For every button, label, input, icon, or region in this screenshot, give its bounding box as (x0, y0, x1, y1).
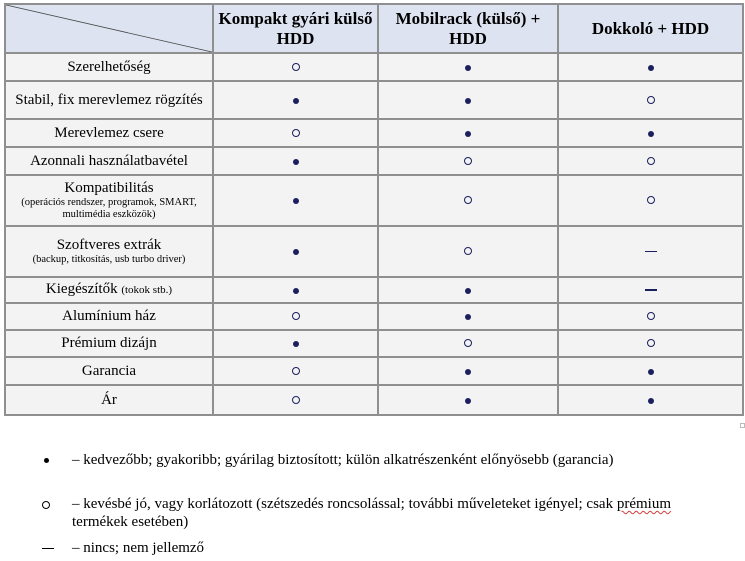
feature-name: Garancia (81, 362, 137, 379)
filled-circle-icon (465, 65, 471, 71)
rating-cell (558, 303, 743, 330)
rating-cell (378, 303, 558, 330)
rating-cell (378, 226, 558, 277)
row-label (5, 303, 213, 330)
row-label (5, 330, 213, 357)
filled-circle-icon (465, 131, 471, 137)
comparison-table (4, 3, 744, 416)
hollow-circle-icon (647, 312, 655, 320)
legend-text-filled: – kedvezőbb; gyakoribb; gyárilag biztosított; külön alkatrészenként előnyösebb (garancia) (72, 452, 614, 468)
rating-cell (558, 330, 743, 357)
hollow-circle-icon (292, 396, 300, 404)
filled-circle-icon (293, 159, 299, 165)
table-row (5, 53, 743, 81)
hollow-circle-icon (647, 196, 655, 204)
rating-cell (378, 119, 558, 147)
rating-cell (378, 385, 558, 415)
rating-cell (558, 119, 743, 147)
column-header-compact: Kompakt gyári külső HDD (213, 4, 378, 53)
rating-cell (213, 81, 378, 119)
filled-circle-icon (465, 314, 471, 320)
hollow-circle-icon (292, 312, 300, 320)
legend-text-hollow-squiggly: prémium (616, 496, 671, 512)
feature-note: (tokok stb.) (121, 284, 173, 296)
feature-name: Stabil, fix merevlemez rögzítés (15, 91, 203, 108)
feature-name: Alumínium ház (62, 308, 156, 324)
filled-circle-icon (465, 398, 471, 404)
rating-cell (558, 277, 743, 303)
rating-cell (378, 175, 558, 226)
feature-note: (operációs rendszer, programok, SMART, multimédia eszközök) (21, 197, 197, 220)
dash-icon (645, 251, 657, 253)
table-row (5, 119, 743, 147)
rating-cell (558, 147, 743, 175)
feature-name: Kiegészítők (45, 281, 118, 297)
table-row (5, 330, 743, 357)
rating-cell (558, 385, 743, 415)
filled-circle-icon (465, 98, 471, 104)
dash-icon (645, 289, 657, 291)
hollow-circle-icon (292, 367, 300, 375)
filled-circle-icon (465, 288, 471, 294)
row-label (5, 147, 213, 175)
row-label (5, 226, 213, 277)
hollow-circle-icon (292, 63, 300, 71)
feature-name: Prémium dizájn (61, 335, 157, 351)
rating-cell (558, 357, 743, 385)
row-label (5, 119, 213, 147)
rating-cell (213, 119, 378, 147)
rating-cell (213, 147, 378, 175)
feature-name: Merevlemez csere (54, 124, 164, 141)
filled-circle-icon (293, 98, 299, 104)
hollow-circle-icon (292, 129, 300, 137)
rating-cell (558, 175, 743, 226)
column-header-mobilrack: Mobilrack (külső) + HDD (378, 4, 558, 53)
filled-circle-icon (648, 398, 654, 404)
feature-name: Ár (101, 391, 117, 408)
table-row (5, 385, 743, 415)
hollow-circle-icon (464, 157, 472, 165)
row-label (5, 385, 213, 415)
row-label (5, 81, 213, 119)
row-label (5, 357, 213, 385)
table-row (5, 303, 743, 330)
rating-cell (558, 81, 743, 119)
hollow-circle-icon (647, 157, 655, 165)
hollow-circle-icon (464, 196, 472, 204)
resize-handle (740, 423, 745, 428)
filled-circle-icon (648, 65, 654, 71)
row-label (5, 175, 213, 226)
header-row (5, 4, 743, 53)
feature-name: Szerelhetőség (67, 58, 151, 75)
feature-name: Azonnali használatbavétel (30, 152, 188, 169)
rating-cell (558, 226, 743, 277)
rating-cell (213, 385, 378, 415)
row-label (5, 277, 213, 303)
rating-cell (378, 330, 558, 357)
table-row (5, 81, 743, 119)
rating-cell (378, 81, 558, 119)
filled-circle-icon (648, 131, 654, 137)
filled-circle-icon (293, 341, 299, 347)
corner-cell (5, 4, 213, 53)
rating-cell (378, 53, 558, 81)
hollow-circle-icon (40, 495, 70, 513)
hollow-circle-icon (647, 339, 655, 347)
legend-text-hollow-part2: termékek esetében) (72, 514, 189, 530)
rating-cell (558, 53, 743, 81)
column-header-dock: Dokkoló + HDD (558, 4, 743, 53)
hollow-circle-icon (464, 247, 472, 255)
legend-text-hollow-part1: – kevésbé jó, vagy korlátozott (szétszedés roncsolással; további műveleteket igényel; csak (72, 496, 617, 512)
row-label (5, 53, 213, 81)
rating-cell (213, 53, 378, 81)
table-row (5, 277, 743, 303)
feature-name: Szoftveres extrák (56, 237, 162, 253)
filled-circle-icon (293, 198, 299, 204)
rating-cell (213, 357, 378, 385)
table-row (5, 147, 743, 175)
filled-circle-icon (465, 369, 471, 375)
table-row (5, 357, 743, 385)
rating-cell (213, 303, 378, 330)
filled-circle-icon (648, 369, 654, 375)
rating-cell (213, 330, 378, 357)
dash-icon (40, 539, 70, 557)
table-row (5, 175, 743, 226)
rating-cell (378, 277, 558, 303)
legend-text-dash: – nincs; nem jellemző (72, 540, 205, 556)
rating-cell (213, 175, 378, 226)
filled-circle-icon (40, 451, 70, 469)
feature-name: Kompatibilitás (64, 180, 154, 196)
table-row (5, 226, 743, 277)
rating-cell (378, 357, 558, 385)
filled-circle-icon (293, 249, 299, 255)
feature-note: (backup, titkosítás, usb turbo driver) (32, 254, 186, 265)
rating-cell (213, 226, 378, 277)
rating-cell (378, 147, 558, 175)
rating-cell (213, 277, 378, 303)
diagonal-divider (6, 5, 212, 52)
filled-circle-icon (293, 288, 299, 294)
hollow-circle-icon (464, 339, 472, 347)
legend-text-hollow (72, 495, 712, 531)
hollow-circle-icon (647, 96, 655, 104)
